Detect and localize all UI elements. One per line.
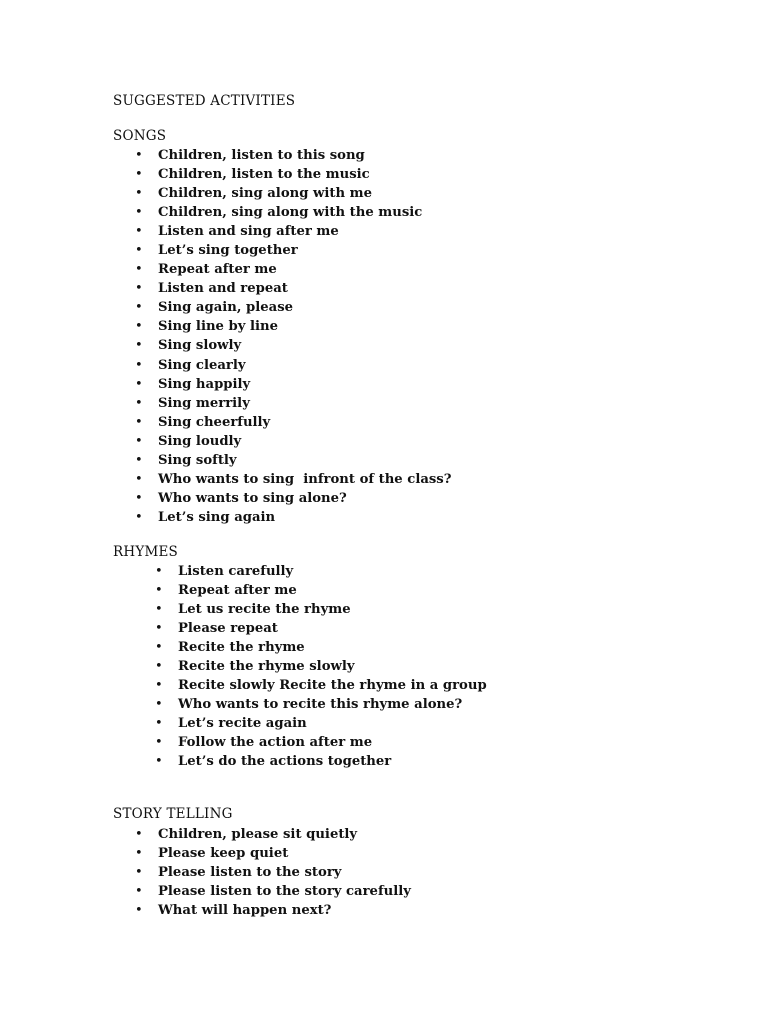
songs-list bbox=[135, 146, 451, 527]
bullet-icon: • bbox=[135, 827, 143, 842]
list-item: • Let’s recite again bbox=[155, 716, 307, 732]
bullet-icon: • bbox=[155, 564, 163, 579]
list-item: • Who wants to sing infront of the class? bbox=[135, 471, 452, 487]
rhymes-heading: RHYMES bbox=[113, 544, 178, 560]
list-item: • Who wants to sing alone? bbox=[135, 490, 347, 506]
list-item: • Please repeat bbox=[155, 621, 278, 637]
list-item: • Recite the rhyme bbox=[155, 640, 305, 656]
list-item: • What will happen next? bbox=[135, 903, 332, 919]
bullet-icon: • bbox=[135, 148, 143, 163]
songs-heading: SONGS bbox=[113, 128, 167, 144]
bullet-icon: • bbox=[155, 602, 163, 618]
rhymes-list bbox=[155, 562, 487, 772]
list-item: • Sing slowly bbox=[135, 338, 242, 354]
bullet-icon: • bbox=[135, 224, 143, 240]
bullet-icon: • bbox=[155, 659, 163, 675]
bullet-icon: • bbox=[135, 338, 143, 354]
bullet-icon: • bbox=[155, 754, 163, 770]
bullet-icon: • bbox=[135, 884, 143, 900]
bullet-icon: • bbox=[135, 452, 143, 468]
bullet-icon: • bbox=[135, 846, 143, 862]
bullet-icon: • bbox=[155, 716, 163, 732]
bullet-icon: • bbox=[155, 640, 163, 656]
bullet-icon: • bbox=[135, 490, 143, 506]
bullet-icon: • bbox=[135, 319, 143, 335]
list-item: • Sing again, please bbox=[135, 300, 294, 316]
list-item: • Who wants to recite this rhyme alone? bbox=[155, 697, 463, 713]
bullet-icon: • bbox=[135, 471, 143, 487]
bullet-icon: • bbox=[135, 903, 143, 919]
list-item: • Please listen to the story bbox=[135, 865, 342, 881]
list-item: • Let us recite the rhyme bbox=[155, 602, 351, 618]
list-item: • Let’s sing again bbox=[135, 509, 276, 525]
list-item: • Sing happily bbox=[135, 376, 251, 392]
list-item: • Recite slowly Recite the rhyme in a group bbox=[155, 678, 487, 694]
list-item: • Please keep quiet bbox=[135, 846, 289, 862]
bullet-icon: • bbox=[135, 509, 143, 525]
bullet-icon: • bbox=[155, 583, 163, 599]
list-item: • Sing clearly bbox=[135, 357, 246, 373]
list-item: • Listen carefully bbox=[155, 564, 294, 579]
list-item: • Children, please sit quietly bbox=[135, 827, 358, 842]
list-item: • Repeat after me bbox=[135, 262, 277, 278]
bullet-icon: • bbox=[135, 395, 143, 411]
list-item: • Let’s do the actions together bbox=[155, 754, 392, 770]
list-item: • Let’s sing together bbox=[135, 243, 298, 259]
list-item: • Repeat after me bbox=[155, 583, 297, 599]
list-item: • Sing line by line bbox=[135, 319, 278, 335]
list-item: • Sing merrily bbox=[135, 395, 250, 411]
bullet-icon: • bbox=[135, 433, 143, 449]
bullet-icon: • bbox=[155, 621, 163, 637]
bullet-icon: • bbox=[135, 357, 143, 373]
list-item: • Children, listen to this song bbox=[135, 148, 365, 163]
list-item: • Sing cheerfully bbox=[135, 414, 271, 430]
bullet-icon: • bbox=[135, 186, 143, 202]
bullet-icon: • bbox=[155, 697, 163, 713]
list-item: • Sing softly bbox=[135, 452, 237, 468]
bullet-icon: • bbox=[155, 678, 163, 694]
bullet-icon: • bbox=[135, 167, 143, 183]
bullet-icon: • bbox=[135, 205, 143, 221]
story-telling-list bbox=[135, 825, 411, 920]
list-item: • Children, sing along with the music bbox=[135, 205, 423, 221]
story-telling-heading: STORY TELLING bbox=[113, 806, 233, 822]
bullet-icon: • bbox=[135, 414, 143, 430]
bullet-icon: • bbox=[135, 281, 143, 297]
bullet-icon: • bbox=[135, 262, 143, 278]
list-item: • Children, listen to the music bbox=[135, 167, 370, 183]
bullet-icon: • bbox=[135, 300, 143, 316]
list-item: • Listen and sing after me bbox=[135, 224, 339, 240]
list-item: • Recite the rhyme slowly bbox=[155, 659, 355, 675]
list-item: • Sing loudly bbox=[135, 433, 242, 449]
list-item: • Listen and repeat bbox=[135, 281, 288, 297]
list-item: • Follow the action after me bbox=[155, 735, 373, 751]
bullet-icon: • bbox=[135, 865, 143, 881]
list-item: • Please listen to the story carefully bbox=[135, 884, 411, 900]
list-item: • Children, sing along with me bbox=[135, 186, 372, 202]
bullet-icon: • bbox=[155, 735, 163, 751]
document-title: SUGGESTED ACTIVITIES bbox=[113, 93, 296, 109]
bullet-icon: • bbox=[135, 376, 143, 392]
bullet-icon: • bbox=[135, 243, 143, 259]
